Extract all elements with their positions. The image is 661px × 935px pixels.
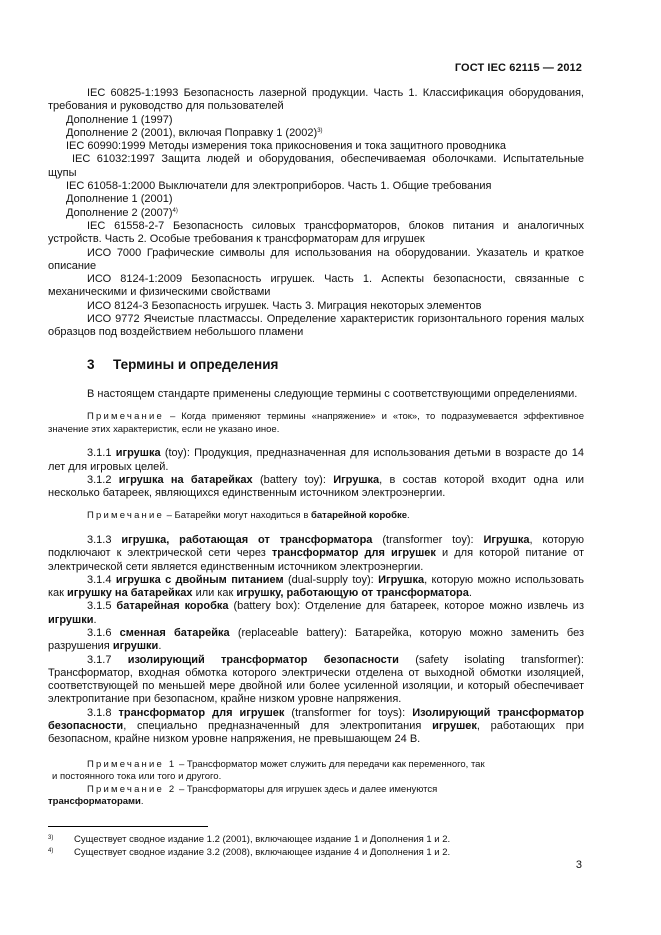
document-body	[48, 87, 584, 809]
note: Примечание – Когда применяют термины «напряжение» и «ток», то подразумевается эффективное значение этих характеристик, если не указано иное.	[48, 411, 584, 435]
ref-iec-61032: IEC 61032:1997 Защита людей и оборудования, обеспечиваемая оболочками. Испытательные щупы	[48, 153, 584, 179]
footnote: 4) Существует сводное издание 3.2 (2008), включающее издание 4 и Дополнения 1 и 2.	[48, 847, 451, 858]
section-title: Термины и определения	[113, 356, 279, 372]
ref-iso-9772: ИСО 9772 Ячеистые пластмассы. Определение характеристик горизонтального горения малых образцов под воздействием небольшого пламени	[48, 313, 584, 339]
definition-dual-supply-toy: 3.1.4 игрушка с двойным питанием (dual-supply toy): Игрушка, которую можно использовать как игрушку на батарейках или как игрушку, работающую от трансформатора.	[48, 573, 584, 600]
ref-amendment: Дополнение 2 (2001), включая Поправку 1 $(2002)^{3)}$	[66, 126, 323, 139]
ref-iso-7000: ИСО 7000 Графические символы для использования на оборудовании. Указатель и краткое описание	[48, 246, 584, 272]
section-intro: В настоящем стандарте применены следующие термины с соответствующими определениями.	[87, 387, 578, 400]
note: Примечание 1 – Трансформатор может служить для передачи как переменного, так	[87, 758, 485, 770]
footnote: 3) Существует сводное издание 1.2 (2001), включающее издание 1 и Дополнения 1 и 2.	[48, 834, 451, 845]
ref-iso-8124-1: ИСО 8124-1:2009 Безопасность игрушек. Часть 1. Аспекты безопасности, связанные с механическими и физическими свойствами	[48, 273, 584, 299]
footnote-divider	[48, 826, 208, 827]
definition-safety-isolating-transformer: 3.1.7 изолирующий трансформатор безопасности (safety isolating transformer): Трансформатор, входная обмотка которого электрически отделена от выходной обмотки изоляцией, соответствующей по меньшей мере двойной или более усиленной изоляции, и который обеспечивает электропитание при безопасном, крайне низком уровне напряжения.	[48, 653, 584, 706]
ref-amendment: Дополнение 1 (1997)	[66, 113, 173, 126]
definition-battery-box: 3.1.5 батарейная коробка (battery box): Отделение для батареек, которое можно извлечь из игрушки.	[48, 600, 584, 626]
definition-transformer-toy: 3.1.3 игрушка, работающая от трансформатора (transformer toy): Игрушка, которую подключают к электрической сети через трансформатор для игрушек и для которой питание от электрической сети является единственным источником электроэнергии.	[48, 533, 585, 573]
ref-iec-61058: IEC 61058-1:2000 Выключатели для электроприборов. Часть 1. Общие требования	[66, 180, 492, 193]
definition-toy: 3.1.1 игрушка (toy): Продукция, предназначенная для использования детьми в возрасте до 14 лет для игровых целей.	[48, 447, 585, 473]
note-continuation: и постоянного тока или того и другого.	[52, 771, 222, 783]
section-number: 3	[87, 356, 95, 372]
ref-iec-60990: IEC 60990:1999 Методы измерения тока прикосновения и тока защитного проводника	[66, 140, 506, 153]
definition-battery-toy: 3.1.2 игрушка на батарейках (battery toy): Игрушка, в состав которой входит одна или несколько батареек, являющихся единственным источником электроэнергии.	[48, 473, 584, 500]
note: Примечание – Батарейки могут находиться в батарейной коробке.	[87, 510, 410, 522]
ref-iec-60825: IEC 60825-1:1993 Безопасность лазерной продукции. Часть 1. Классификация оборудования, требования и руководство для пользователей	[48, 87, 584, 113]
footnote-ref: 3)	[317, 127, 323, 134]
doc-header-code: ГОСТ IEC 62115 — 2012	[454, 62, 582, 74]
page-number: 3	[575, 859, 582, 871]
footnote-ref: 4)	[172, 207, 178, 214]
ref-iec-61558: IEC 61558-2-7 Безопасность силовых трансформаторов, блоков питания и аналогичных устройств. Часть 2. Особые требования к трансформаторам для игрушек	[48, 219, 584, 246]
ref-amendment: Дополнение 2 $(2007)^{4)}$	[66, 206, 178, 219]
ref-amendment: Дополнение 1 (2001)	[66, 193, 173, 206]
definition-replaceable-battery: 3.1.6 сменная батарейка (replaceable battery): Батарейка, которую можно заменить без разрушения игрушки.	[48, 627, 585, 653]
section-heading	[48, 358, 584, 371]
note: Примечание 2 – Трансформаторы для игрушек здесь и далее именуются	[87, 783, 438, 795]
ref-iso-8124-3: ИСО 8124-3 Безопасность игрушек. Часть 3. Миграция некоторых элементов	[87, 299, 482, 312]
note-continuation: трансформаторами.	[48, 796, 144, 808]
definition-transformer-for-toys: 3.1.8 трансформатор для игрушек (transformer for toys): Изолирующий трансформатор безопасности, специально предназначенный для электропитания игрушек, работающих при безопасном, крайне низком уровне напряжения, не превышающем 24 В.	[48, 706, 585, 746]
